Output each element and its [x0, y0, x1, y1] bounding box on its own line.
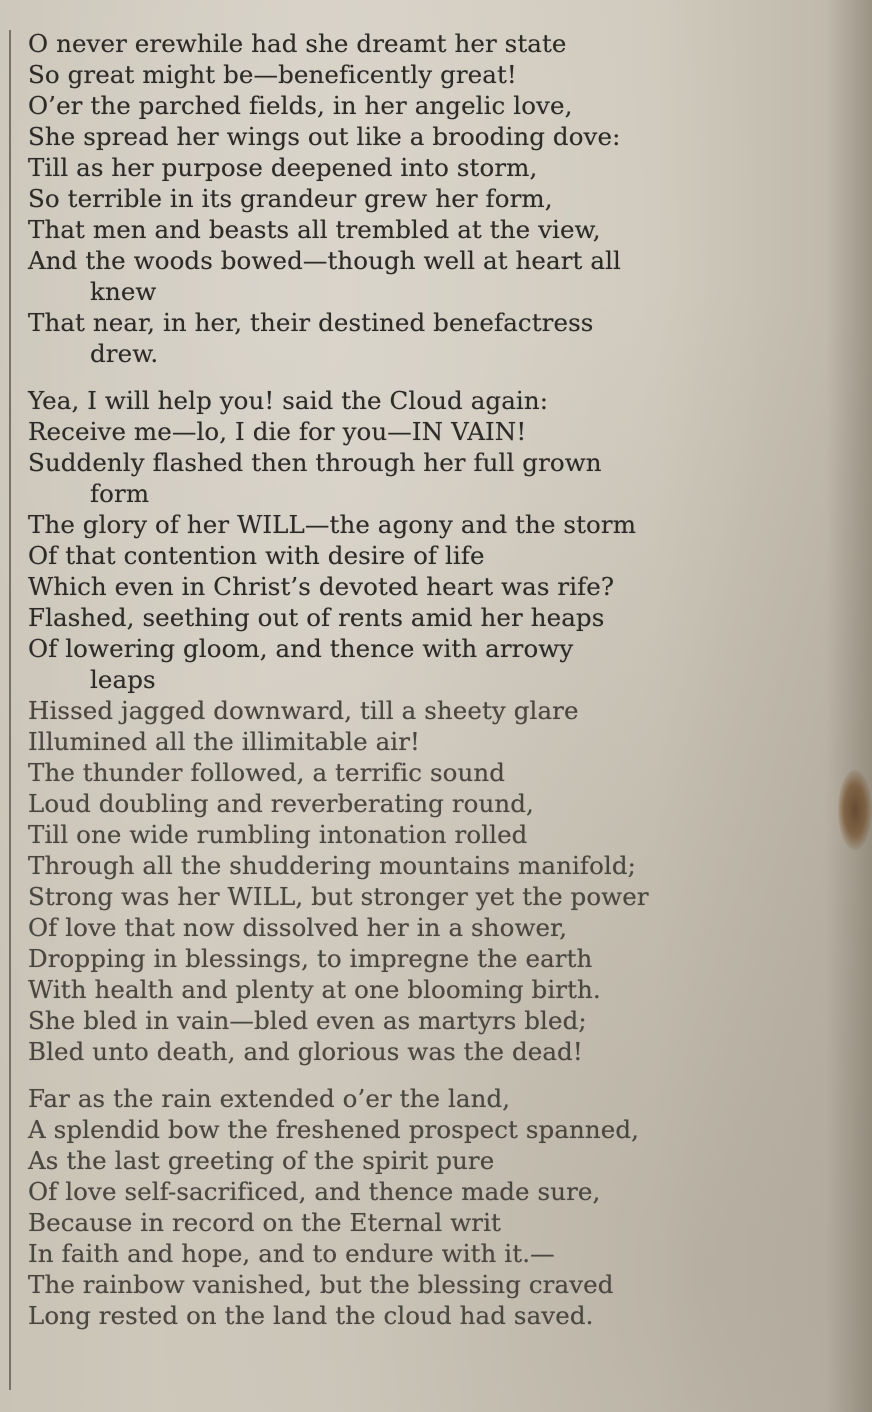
poem-line: She spread her wings out like a brooding dove: — [28, 122, 621, 151]
poem-line: The glory of her WILL—the agony and the storm — [28, 510, 637, 539]
poem-line: So terrible in its grandeur grew her form, — [28, 184, 553, 213]
poem-line: In faith and hope, and to endure with it.— — [28, 1239, 555, 1268]
poem-line: The rainbow vanished, but the blessing craved — [28, 1270, 614, 1299]
poem-line-continuation: leaps — [90, 665, 156, 694]
poem-line: Till one wide rumbling intonation rolled — [28, 820, 528, 849]
poem-line: That men and beasts all trembled at the view, — [28, 215, 601, 244]
poem-line: Long rested on the land the cloud had saved. — [28, 1301, 594, 1330]
poem-line: And the woods bowed—though well at heart all — [28, 246, 621, 275]
poem-line: Through all the shuddering mountains manifold; — [28, 851, 636, 880]
poem-line: Of lowering gloom, and thence with arrowy — [28, 634, 574, 663]
poem-line: Yea, I will help you! said the Cloud again: — [28, 386, 549, 415]
poem-line: O’er the parched fields, in her angelic love, — [28, 91, 573, 120]
stanza-gap — [28, 369, 788, 385]
page-fold-shadow — [826, 0, 872, 1412]
poem-line: Bled unto death, and glorious was the dead! — [28, 1037, 583, 1066]
poem-body — [28, 28, 788, 1331]
poem-line: Illumined all the illimitable air! — [28, 727, 420, 756]
poem-line: Of love that now dissolved her in a shower, — [28, 913, 568, 942]
poem-line: Because in record on the Eternal writ — [28, 1208, 501, 1237]
stanza — [28, 1083, 788, 1331]
stanza — [28, 385, 788, 1067]
poem-line: Suddenly flashed then through her full grown — [28, 448, 602, 477]
paper-stain — [838, 770, 872, 850]
poem-line: That near, in her, their destined benefactress — [28, 308, 594, 337]
poem-line: Of love self-sacrificed, and thence made sure, — [28, 1177, 601, 1206]
poem-line: Dropping in blessings, to impregne the earth — [28, 944, 593, 973]
poem-line: Of that contention with desire of life — [28, 541, 485, 570]
poem-line: So great might be—beneficently great! — [28, 60, 517, 89]
poem-line: Strong was her WILL, but stronger yet the power — [28, 882, 649, 911]
stanza-gap — [28, 1067, 788, 1083]
poem-line: The thunder followed, a terrific sound — [28, 758, 506, 787]
poem-line: Loud doubling and reverberating round, — [28, 789, 534, 818]
column-rule — [9, 30, 11, 1390]
poem-line-continuation: knew — [90, 277, 157, 306]
poem-line: As the last greeting of the spirit pure — [28, 1146, 495, 1175]
stanza — [28, 28, 788, 369]
poem-line: Far as the rain extended o’er the land, — [28, 1084, 511, 1113]
poem-line: Which even in Christ’s devoted heart was rife? — [28, 572, 615, 601]
poem-line: O never erewhile had she dreamt her state — [28, 29, 567, 58]
poem-line-continuation: drew. — [90, 339, 159, 368]
poem-line: Receive me—lo, I die for you—IN VAIN! — [28, 417, 527, 446]
poem-line-continuation: form — [90, 479, 150, 508]
poem-line: A splendid bow the freshened prospect spanned, — [28, 1115, 640, 1144]
poem-line: Flashed, seething out of rents amid her heaps — [28, 603, 605, 632]
poem-line: She bled in vain—bled even as martyrs bled; — [28, 1006, 587, 1035]
poem-line: With health and plenty at one blooming birth. — [28, 975, 601, 1004]
poem-line: Till as her purpose deepened into storm, — [28, 153, 538, 182]
poem-line: Hissed jagged downward, till a sheety glare — [28, 696, 579, 725]
